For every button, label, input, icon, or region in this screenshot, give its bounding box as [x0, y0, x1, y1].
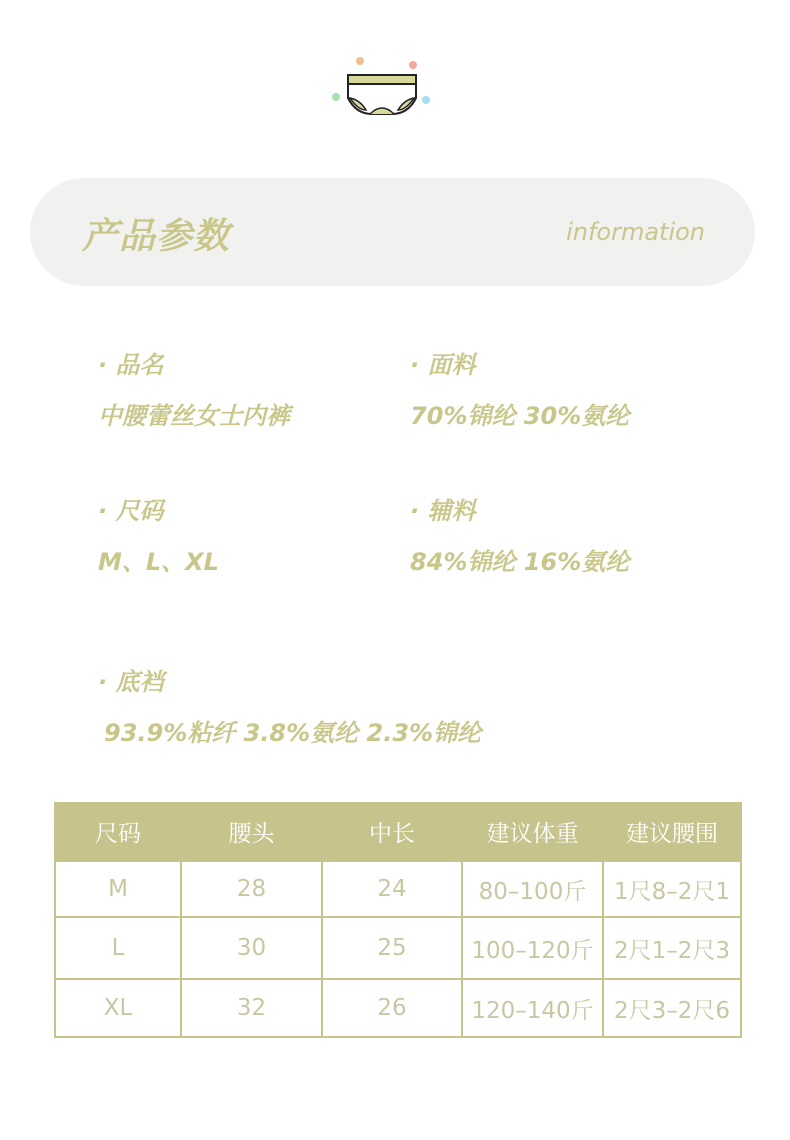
param-size-value: M、L、XL: [98, 548, 219, 576]
header-size: 尺码: [55, 802, 181, 861]
table-cell: 2尺3–2尺6: [603, 979, 741, 1037]
param-size-label: · 尺码: [98, 497, 164, 525]
table-cell: 26: [322, 979, 462, 1037]
param-crotch-value: 93.9%粘纤 3.8%氨纶 2.3%锦纶: [104, 719, 482, 747]
param-crotch: [98, 662, 481, 748]
header-waist: 建议腰围: [603, 802, 741, 861]
header-waistband: 腰头: [181, 802, 322, 861]
table-cell: 100–120斤: [462, 917, 603, 979]
param-fabric: [410, 345, 629, 431]
table-cell: 80–100斤: [462, 861, 603, 917]
table-cell: 25: [322, 917, 462, 979]
param-name-label: · 品名: [98, 351, 164, 379]
table-cell: 24: [322, 861, 462, 917]
param-lining: [410, 491, 629, 577]
param-lining-label: · 辅料: [410, 497, 476, 525]
param-name: [98, 345, 290, 431]
underwear-icon: [330, 52, 434, 122]
table-cell: 28: [181, 861, 322, 917]
table-row: [55, 861, 741, 917]
section-subtitle: information: [566, 218, 705, 246]
table-cell: 1尺8–2尺1: [603, 861, 741, 917]
header-weight: 建议体重: [462, 802, 603, 861]
table-cell: M: [55, 861, 181, 917]
section-title: 产品参数: [82, 216, 231, 257]
table-cell: 32: [181, 979, 322, 1037]
table-row: [55, 979, 741, 1037]
param-size: [98, 491, 219, 577]
param-fabric-label: · 面料: [410, 351, 476, 379]
table-cell: XL: [55, 979, 181, 1037]
table-cell: 30: [181, 917, 322, 979]
size-table: [54, 802, 742, 1038]
param-lining-value: 84%锦纶 16%氨纶: [410, 548, 630, 576]
table-cell: 2尺1–2尺3: [603, 917, 741, 979]
header-length: 中长: [322, 802, 462, 861]
table-cell: 120–140斤: [462, 979, 603, 1037]
section-banner: [30, 178, 755, 286]
table-row: [55, 917, 741, 979]
param-crotch-label: · 底裆: [98, 668, 164, 696]
param-name-value: 中腰蕾丝女士内裤: [98, 402, 290, 430]
param-fabric-value: 70%锦纶 30%氨纶: [410, 402, 630, 430]
table-cell: L: [55, 917, 181, 979]
table-header-row: [55, 802, 741, 861]
